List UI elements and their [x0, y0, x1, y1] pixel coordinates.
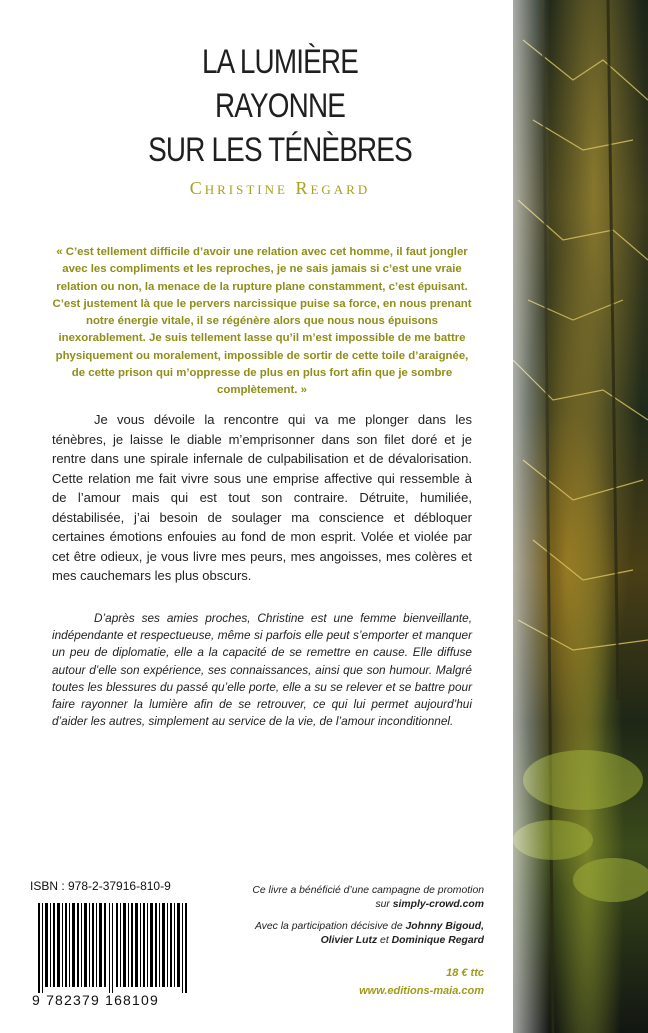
credits-line-4-mid: et [377, 934, 392, 946]
contributor-1: Johnny Bigoud, [405, 921, 484, 932]
title-line-1: LA LUMIÈRE [201, 43, 359, 81]
summary-paragraph: Je vous dévoile la rencontre qui va me plonger dans les ténèbres, je laisse le diable m’emprisonner dans son filet doré et je rentre dans une spirale infernale de culpabilisation et de dévalorisation. Cette relation me fait vivre sous une emprise affective qui ressemble à de l’amour mais qui est tout son contraire. Détruite, humiliée, déstabilisée, j’ai besoin de soulager ma conscience et débloquer certaines émotions enfouies au fond de mon esprit. Volée et violée par cet être odieux, je vous livre mes peurs, mes angoisses, mes colères et mes cauchemars les plus obscurs. [52, 412, 472, 583]
price-label: 18 € ttc [446, 967, 484, 979]
bio-paragraph: D’après ses amies proches, Christine est une femme bienveillante, indépendante et respectueuse, même si parfois elle peut s’emporter et manquer un peu de diplomatie, elle a la capacité de se remettre en cause. Elle diffuse autour d’elle son expérience, ses connaissances, ainsi que son humour. Malgré toutes les blessures du passé qu’elle porte, elle a su se relever et se battre pour faire rayonner la lumière afin de se retrouver, ce qui lui permet aujourd’hui d’aider les autres, simplement au service de la vie, de l’amour inconditionnel. [52, 611, 472, 729]
contributor-2: Olivier Lutz [320, 934, 378, 946]
credits-line-3-prefix: Avec la participation décisive de [254, 921, 406, 932]
author-name: Christine Regard [189, 178, 371, 198]
credits-line-3 [218, 920, 484, 934]
title-line-2: RAYONNE [214, 87, 346, 125]
credits-block [218, 884, 484, 947]
barcode-number: 9 782379 168109 [32, 992, 159, 1008]
contributor-3: Dominique Regard [391, 934, 484, 946]
credits-line-4 [218, 934, 484, 948]
summary-text [52, 410, 472, 586]
credits-line-2-prefix: sur [375, 898, 393, 910]
author-bio [52, 610, 472, 730]
photo-fade [490, 0, 550, 1033]
credits-line-1: Ce livre a bénéficié d’une campagne de promotion [252, 885, 484, 896]
credits-line-2 [218, 898, 484, 912]
simply-crowd-link: simply-crowd.com [392, 898, 484, 910]
title-line-3: SUR LES TÉNÈBRES [148, 131, 412, 169]
barcode-bars [32, 903, 194, 993]
isbn-label: ISBN : 978-2-37916-810-9 [30, 879, 171, 893]
excerpt-quote: « C’est tellement difficile d’avoir une relation avec cet homme, il faut jongler avec les compliments et les reproches, je ne sais jamais si c’est une vraie relation ou non, la menace de la rupture plane constamment, c’est épuisant. C’est justement là que le pervers narcissique puise sa force, en nous prenant notre énergie vitale, il se régénère alors que nous nous épuisons inexorablement. Je suis tellement lasse qu’il m’est impossible de me battre physiquement ou moralement, impossible de sortir de cette toile d’araignée, de cette prison qui m’oppresse de plus en plus fort afin que je sombre complètement. » [52, 246, 472, 397]
publisher-website: www.editions-maia.com [359, 985, 484, 997]
book-title [141, 40, 420, 172]
